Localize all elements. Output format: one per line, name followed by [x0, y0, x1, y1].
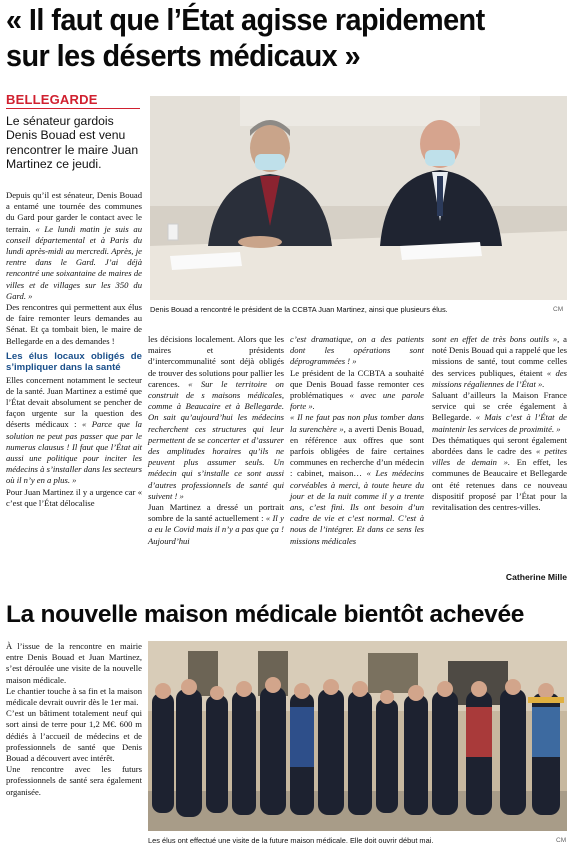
column-1-paragraph-3: Elles concernent notamment le secteur de la santé. Juan Martinez a estimé que l’État devait absolument se pencher de façon urgente sur la question des déserts médicaux :	[6, 374, 142, 430]
photo-caption: Denis Bouad a rencontré le président de la CCBTA Juan Martinez, ainsi que plusieurs élus.	[150, 305, 448, 314]
column-3-paragraph-1: Le président de la CCBTA a souhaité que Denis Bouad fasse remonter ces problématiques	[290, 367, 424, 401]
meeting-photo-illustration	[150, 96, 567, 300]
group-photo-caption: Les élus ont effectué une visite de la future maison médicale. Elle doit ouvrir début mai.	[148, 836, 434, 845]
column-1-quote-2: « Parce que la solution ne peut pas passer que par le numerus clausus ! Il faut que l’État ait aussi une politique pour inciter les médecins à s’installer dans les secteurs où il n’y en a plus. »	[6, 419, 142, 486]
column-4-quote-3: « Mais c’est à l’État de maintenir les services de proximité. »	[432, 412, 567, 434]
group-photo-credit: CM	[556, 837, 567, 844]
meeting-photo	[150, 96, 567, 300]
column-3-quote-1: c’est dramatique, on a des patients dont les opérations sont déprogrammées ! »	[290, 334, 424, 367]
article-2-paragraph-1: À l’issue de la rencontre en mairie entre Denis Bouad et Juan Martinez, s’est déroulée une visite de la nouvelle maison médicale.	[6, 641, 142, 685]
article-column-4	[432, 334, 567, 513]
column-3-quote-4: « Les médecins corvéables à merci, à toute heure du jour et de la nuit comme il y a trente ans, c’est fini. Ils ont besoin d’un cadre de vie et c’est normal. C’est à nous de l’intégrer. Et dans ce sens les missions médicales	[290, 468, 424, 546]
column-4-paragraph-1: a noté Denis Bouad qui a rappelé que les missions de santé, tout comme celles des services publiques, étaient	[432, 334, 567, 378]
column-3-paragraph-2: a averti Denis Bouad, en référence aux offres que sont parfois obligées de faire certaines communes en recherche d’un médecin : cabinet, maison…	[290, 423, 424, 479]
author-signature: Catherine Mille	[505, 572, 567, 582]
column-3-quote-2: « avec une parole forte ».	[290, 390, 424, 412]
lead-paragraph: Le sénateur gardois Denis Bouad est venu rencontrer le maire Juan Martinez ce jeudi.	[6, 114, 139, 172]
column-4-paragraph-4: En effet, les communes de Beaucaire et Bellegarde ont été retenues dans ce nouveau dispositif proposé par l’État pour la revitalisation des centres-villes.	[432, 457, 567, 513]
column-1-paragraph-4: Pour Juan Martinez il y a urgence car « c’est que l’État délocalise	[6, 486, 142, 508]
article-2-paragraph-3: C’est un bâtiment totalement neuf qui sort ainsi de terre pour 1,2 M€. 600 m dédiés à l’accueil de médecins et de professionnels de santé que Denis Bouad a découvert avec intérêt.	[6, 708, 142, 764]
column-1-quote-1: « Le lundi matin je suis au conseil départemental et à Paris du lundi après-midi au mercredi. Après, je rentre dans le Gard. J’ai déjà rencontré une soixantaine de maires de villes et de villages sur les 350 du Gard. »	[6, 223, 142, 301]
article-2-column	[6, 641, 142, 798]
article-column-2	[148, 334, 284, 547]
article-2-paragraph-4: Une rencontre avec les futurs professionnels de santé sera également organisée.	[6, 764, 142, 797]
photo-credit: CM	[553, 306, 564, 313]
column-1-paragraph-1: Depuis qu’il est sénateur, Denis Bouad a entamé une tournée des communes du Gard pour garder le contact avec le terrain.	[6, 190, 142, 234]
column-4-paragraph-2: Saluant d’ailleurs la Maison France service qui se crée également à Bellegarde.	[432, 390, 567, 423]
column-4-quote-1: sont en effet de très bons outils »,	[432, 334, 560, 344]
column-4-paragraph-3: Des thématiques qui seront également abordées dans le cadre des	[432, 434, 567, 457]
group-photo	[148, 641, 567, 831]
column-2-quote-2: « Il y a eu le Covid mais il n’y a pas que ça ! Aujourd’hui	[148, 513, 284, 546]
article-2-paragraph-2: Le chantier touche à sa fin et la maison médicale devrait ouvrir dès le 1er mai.	[6, 685, 142, 708]
column-2-quote-1: « Sur le territoire on construit de s maisons médicales, comme à Beaucaire et à Bellegarde. On sait qu’aujourd’hui les médecins recherchent ces structures qui leur permettent de se concerter et d’assurer des amplitudes horaires qu’ils ne peuvent plus assumer seuls. Un médecin qui s’installe ce sont aussi d’autres professionnels de santé qui suivent ! »	[148, 378, 284, 501]
subheading: Les élus locaux obligés de s’impliquer dans la santé	[6, 350, 142, 374]
location-rule	[6, 108, 140, 109]
column-3-quote-3: « Il ne faut pas non plus tomber dans la surenchère »,	[290, 412, 424, 434]
headline	[6, 2, 531, 74]
column-4-quote-2: « des missions régaliennes de l’État ».	[432, 367, 567, 389]
location-tag: BELLEGARDE	[6, 92, 98, 107]
article-column-3	[290, 334, 424, 547]
headline-line-1: « Il faut que l’État agisse rapidement	[6, 2, 485, 37]
column-2-paragraph-1: les décisions localement. Alors que les maires et présidents d’intercommunalité sont déjà obligés de trouver des solutions pour pallier les carences.	[148, 334, 284, 389]
headline-2: La nouvelle maison médicale bientôt achevée	[6, 601, 525, 628]
headline-line-2: sur les déserts médicaux »	[6, 38, 361, 73]
column-1-paragraph-2: Des rencontres qui permettent aux élus de faire remonter leurs demandes au Sénat. Et ça tombait bien, le maire de Bellegarde en a des demandes !	[6, 302, 142, 346]
group-photo-illustration	[148, 641, 567, 831]
column-4-quote-4: « petites villes de demain ».	[432, 446, 567, 468]
column-2-paragraph-2: Juan Martinez a dressé un portrait sombre de la santé actuellement :	[148, 502, 284, 524]
article-column-1	[6, 190, 142, 509]
